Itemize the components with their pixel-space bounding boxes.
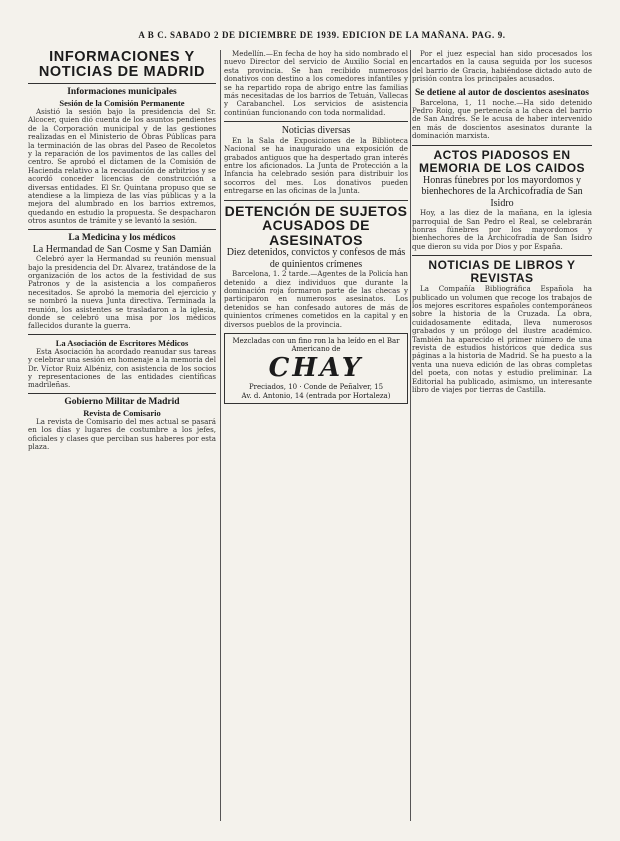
running-head: A B C. SABADO 2 DE DICIEMBRE DE 1939. EDICION DE LA MAÑANA. PAG. 9. (138, 30, 506, 40)
column-rule (410, 50, 411, 821)
article-text: Esta Asociación ha acordado reanudar sus tareas y celebrar una sesión en homenaje a la memoria del Dr. Víctor Ruiz Albéniz, con asistencia de los socios y representaciones de las entidades científicas madrileñas. (28, 346, 216, 390)
section-subtitle-funeral: Honras fúnebres por los mayordomos y bienhechores de la Archicofradía de San Isidro (421, 174, 583, 209)
column-1 (28, 50, 216, 827)
section-title-arrest: Se detiene al autor de doscientos asesinatos (415, 87, 589, 98)
divider (224, 121, 408, 122)
article-text: Por el juez especial han sido procesados los encartados en la causa seguida por los sucesos del barrio de Gracia, habiéndose dictado auto de prisión contra los principales acusados. (412, 50, 592, 84)
section-subtitle-brotherhood: La Hermandad de San Cosme y San Damián (32, 243, 212, 255)
divider (224, 200, 408, 201)
ad-brand-logo: CHAY (268, 353, 364, 384)
article-text: Barcelona, 1, 11 noche.—Ha sido detenido Pedro Roig, que pertenecía a la checa del barrio de San Andrés. Se le acusa de haber intervenido en más de doscientos asesinatos durante la dominación marxista. (412, 97, 592, 141)
article-text: Barcelona, 1. 2 tarde.—Agentes de la Policía han detenido a diez individuos que durante la dominación roja formaron parte de las checas y participaron en numerosos asesinatos. Los detenidos se han confesado autores de más de quinientos crímenes cometidos en la capital y en diversos pueblos de la provincia. (224, 269, 408, 329)
feature-subtitle: Diez detenidos, convictos y confesos de más de quinientos crímenes (226, 247, 406, 270)
section-title-military: Gobierno Militar de Madrid (64, 396, 180, 407)
column-2 (224, 50, 408, 827)
article-text: Medellín.—En fecha de hoy ha sido nombrado el nuevo Director del servicio de Auxilio Social en esta provincia. Se han recibido numerosos donativos con destino a los comedores infantiles y se ha repartido ropa de abrigo entre las familias más necesitadas de los barrios de Tetuán, Vallecas y Carabanchel. Los servicios de asistencia continúan funcionando con toda normalidad. (224, 50, 408, 117)
divider (412, 145, 592, 146)
main-title: INFORMACIONES Y NOTICIAS DE MADRID (38, 50, 206, 80)
article-text: Celebró ayer la Hermandad su reunión mensual bajo la presidencia del Dr. Alvarez, tratándose de la organización de los actos de la festividad de sus Patronos y de la asistencia a los compañeros necesitados. Se aprobó la memoria del ejercicio y se nombró la nueva Junta directiva. Terminada la reunión, los asistentes se trasladaron a la iglesia, donde se celebró una misa por los médicos fallecidos durante la guerra. (28, 254, 216, 331)
section-title-municipal: Informaciones municipales (67, 87, 177, 97)
ad-line: Av. d. Antonio, 14 (entrada por Hortaleza) (241, 391, 391, 400)
article-text: Asistió la sesión bajo la presidencia del Sr. Alcocer, quien dió cuenta de los asuntos pendientes de la Corporación municipal y de las gestiones realizadas en el Ministerio de Obras Públicas para la terminación de las obras del Paseo de Recoletos y la reparación de los pavimentos de las calles del centro. Se aprobó el dictamen de la Comisión de Hacienda relativo a la recaudación de arbitrios y se acordó conceder licencias de construcción a diversas entidades. El Sr. Quintana propuso que se atendiese a la limpieza de las vías públicas y a la mejora del alumbrado en los barrios extremos, quedando en estudio la propuesta. Se despacharon otros asuntos de trámite y se levantó la sesión. (28, 107, 216, 226)
divider (28, 83, 216, 84)
ad-line: Mezcladas con un fino ron la ha leído en el Bar Americano de (232, 336, 400, 354)
feature-title: DETENCIÓN DE SUJETOS ACUSADOS DE ASESINATOS (224, 202, 408, 248)
section-title-writers: La Asociación de Escritores Médicos (55, 337, 189, 348)
article-text: La Compañía Bibliográfica Española ha publicado un volumen que recoge los trabajos de los mejores escritores españoles contemporáneos sobre la historia de la Cruzada. La obra, cuidadosamente editada, lleva numerosos grabados y un prólogo del ilustre académico. También ha aparecido el primer número de una revista de estudios históricos que dedica sus páginas a la historia de Madrid. Se ha puesto a la venta una nueva edición de las obras completas del poeta, con notas y estudio preliminar. La Editorial ha publicado, asimismo, un interesante libro de viajes por tierras de Castilla. (412, 284, 592, 395)
advertisement (224, 333, 408, 404)
divider (28, 229, 216, 230)
section-title-books: NOTICIAS DE LIBROS Y REVISTAS (428, 258, 576, 286)
divider (28, 393, 216, 394)
ad-line: Preciados, 10 · Conde de Peñalver, 15 (248, 383, 384, 392)
column-3 (412, 50, 592, 827)
divider (412, 255, 592, 256)
section-subtitle-review: Revista de Comisario (83, 407, 161, 418)
article-text: En la Sala de Exposiciones de la Biblioteca Nacional se ha inaugurado una exposición de grabados antiguos que ha despertado gran interés entre los aficionados. La Junta de Protección a la Infancia ha celebrado sesión para distribuir los socorros del mes. Los donativos pueden entregarse en las oficinas de la Junta. (224, 135, 408, 196)
section-title-medicine: La Medicina y los médicos (68, 232, 176, 243)
section-title-pious-acts: ACTOS PIADOSOS EN MEMORIA DE LOS CAIDOS (418, 147, 586, 175)
divider (28, 334, 216, 335)
section-title-notices: Noticias diversas (281, 125, 351, 137)
section-subtitle-session: Sesión de la Comisión Permanente (59, 98, 185, 108)
column-rule (220, 50, 221, 821)
article-text: Hoy, a las diez de la mañana, en la iglesia parroquial de San Pedro el Real, se celebrarán honras fúnebres por los mayordomos y bienhechores de la Archicofradía de San Isidro que dieron su vida por Dios y por España. (412, 208, 592, 251)
article-text: La revista de Comisario del mes actual se pasará en los días y lugares de costumbre a los jefes, oficiales y clases que perciban sus haberes por esta plaza. (28, 416, 216, 452)
